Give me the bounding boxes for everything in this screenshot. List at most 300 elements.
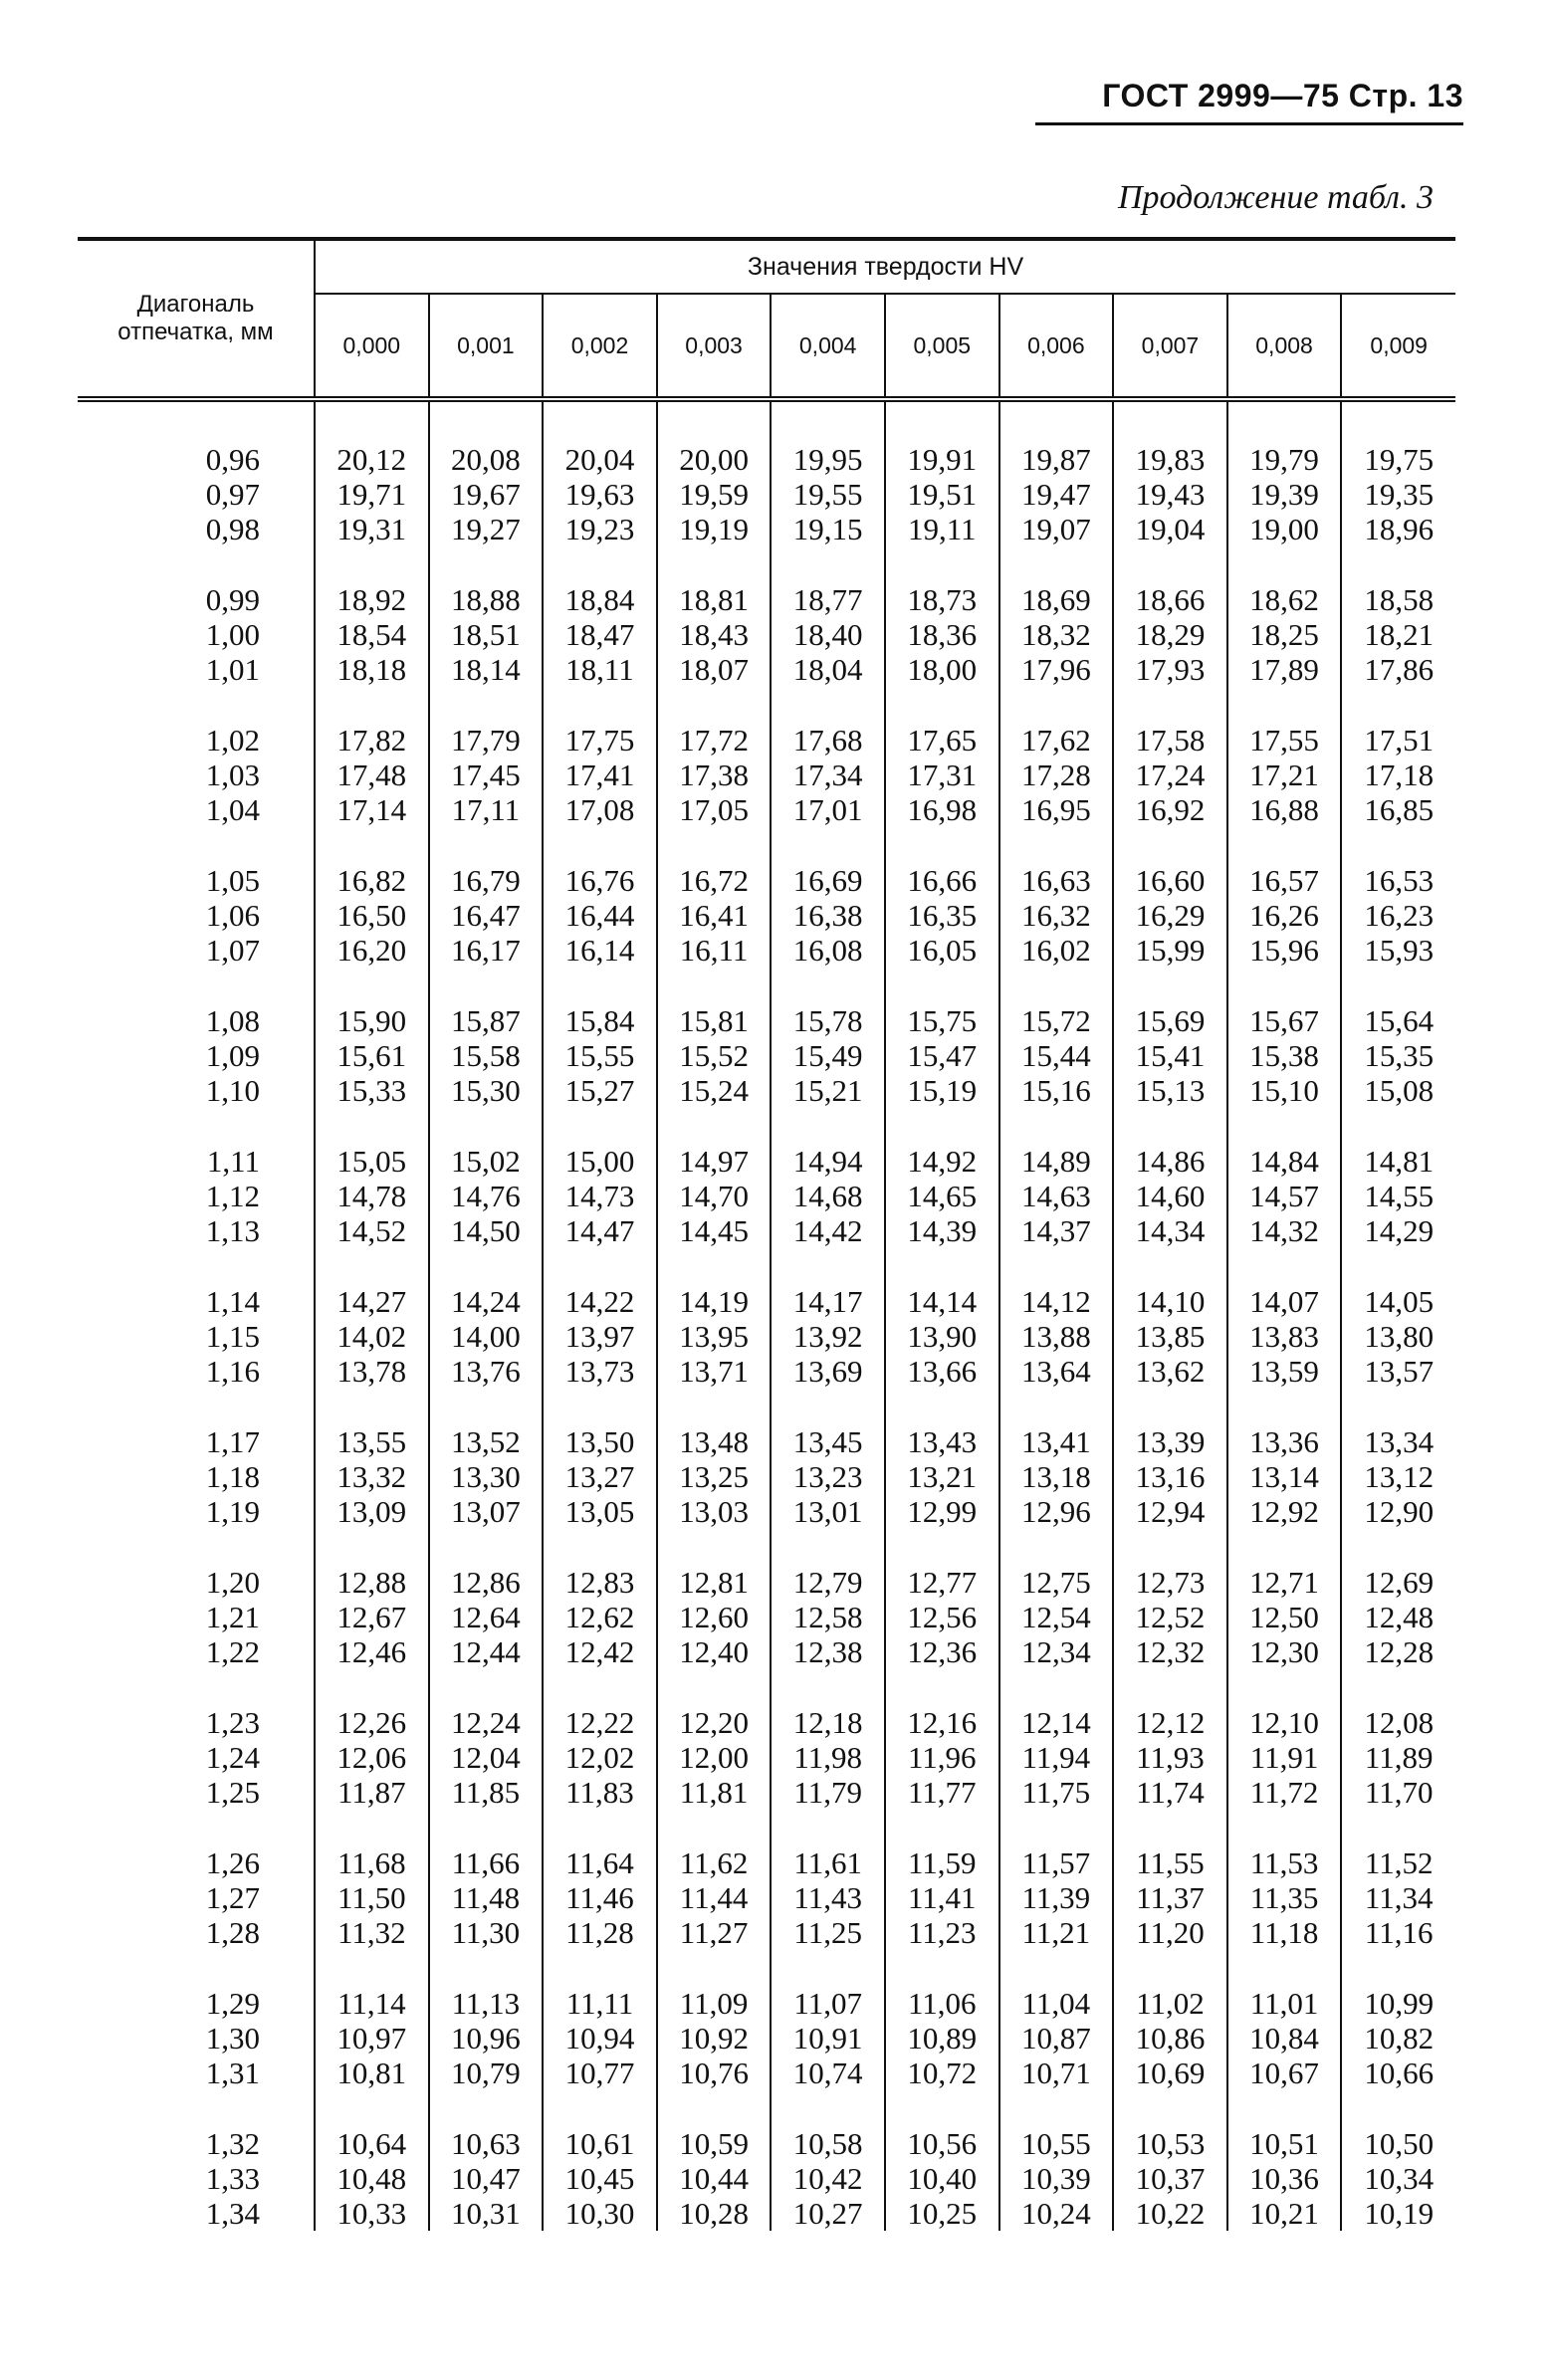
hardness-value-cell: 16,63 (999, 863, 1114, 898)
hardness-value-cell: 16,38 (771, 898, 885, 933)
hardness-value-cell: 12,04 (429, 1740, 544, 1775)
hardness-table (78, 237, 1455, 2231)
hardness-value-cell: 17,21 (1227, 757, 1342, 792)
hardness-value-cell: 16,82 (315, 863, 429, 898)
hardness-value-cell: 14,00 (429, 1319, 544, 1354)
hardness-value-cell: 17,14 (315, 792, 429, 827)
hardness-value-cell: 12,22 (543, 1705, 657, 1740)
table-row (78, 933, 1455, 968)
hardness-value-cell: 13,95 (657, 1319, 772, 1354)
hardness-value-cell: 12,26 (315, 1705, 429, 1740)
group-spacer (78, 1669, 1455, 1705)
hardness-value-cell: 10,51 (1227, 2126, 1342, 2161)
hardness-value-cell: 17,41 (543, 757, 657, 792)
hardness-value-cell: 11,25 (771, 1915, 885, 1950)
hardness-value-cell: 10,19 (1364, 2196, 1435, 2231)
hardness-value-cell: 15,99 (1113, 933, 1227, 968)
hardness-value-cell: 13,52 (429, 1424, 544, 1459)
hardness-value-cell: 13,97 (543, 1319, 657, 1354)
hardness-value-cell: 12,46 (315, 1634, 429, 1669)
hardness-value-cell: 10,30 (543, 2196, 657, 2231)
hardness-value-cell: 19,39 (1227, 477, 1342, 512)
hardness-value-cell: 11,07 (771, 1986, 885, 2021)
column-header: 0,004 (771, 294, 885, 399)
hardness-value-cell: 10,36 (1227, 2161, 1342, 2196)
hardness-value-cell: 16,57 (1227, 863, 1342, 898)
hardness-value-cell: 12,75 (999, 1565, 1114, 1600)
hardness-value-cell: 20,12 (315, 442, 429, 477)
diagonal-cell: 1,10 (78, 1073, 315, 1108)
hardness-value-cell: 12,77 (885, 1565, 999, 1600)
hardness-value-cell: 14,63 (999, 1179, 1114, 1213)
hardness-value-cell: 18,07 (657, 652, 772, 687)
hardness-value-cell: 13,83 (1227, 1319, 1342, 1354)
diagonal-cell: 1,03 (78, 757, 315, 792)
hardness-value-cell: 15,84 (543, 1003, 657, 1038)
hardness-value-cell: 18,36 (885, 617, 999, 652)
hardness-value-cell: 14,60 (1113, 1179, 1227, 1213)
hardness-value-cell: 10,64 (315, 2126, 429, 2161)
hardness-value-cell: 12,90 (1364, 1494, 1435, 1529)
diagonal-cell: 1,08 (78, 1003, 315, 1038)
hardness-value-cell: 13,64 (999, 1354, 1114, 1389)
diagonal-cell: 1,27 (78, 1880, 315, 1915)
diagonal-cell: 1,14 (78, 1284, 315, 1319)
hardness-value-cell: 11,94 (999, 1740, 1114, 1775)
diagonal-header: Диагональ отпечатка, мм (78, 239, 315, 399)
hardness-value-cell: 10,47 (429, 2161, 544, 2196)
hardness-value-cell: 13,12 (1364, 1459, 1435, 1494)
hardness-value-cell: 11,66 (429, 1845, 544, 1880)
hardness-value-cell: 10,37 (1113, 2161, 1227, 2196)
hardness-value-cell: 12,16 (885, 1705, 999, 1740)
hardness-value-cell: 18,92 (315, 582, 429, 617)
hardness-value-cell: 17,51 (1364, 723, 1435, 757)
hardness-value-cell: 19,79 (1227, 442, 1342, 477)
diagonal-cell: 1,29 (78, 1986, 315, 2021)
hardness-value-cell: 15,00 (543, 1144, 657, 1179)
hardness-value-cell: 11,37 (1113, 1880, 1227, 1915)
hardness-value-cell: 12,20 (657, 1705, 772, 1740)
hardness-value-cell: 17,31 (885, 757, 999, 792)
hardness-value-cell: 11,62 (657, 1845, 772, 1880)
hardness-value-cell: 18,51 (429, 617, 544, 652)
hardness-value-cell: 18,32 (999, 617, 1114, 652)
hardness-value-cell: 20,04 (543, 442, 657, 477)
hardness-value-cell: 13,27 (543, 1459, 657, 1494)
hardness-value-cell: 14,37 (999, 1213, 1114, 1248)
column-header: 0,007 (1113, 294, 1227, 399)
hardness-value-cell: 11,96 (885, 1740, 999, 1775)
hardness-value-cell: 11,09 (657, 1986, 772, 2021)
hardness-value-cell: 10,91 (771, 2021, 885, 2055)
group-spacer (78, 546, 1455, 582)
hardness-value-cell: 11,72 (1227, 1775, 1342, 1810)
hardness-value-cell: 10,21 (1227, 2196, 1342, 2231)
hardness-value-cell: 13,59 (1227, 1354, 1342, 1389)
hardness-value-cell: 15,49 (771, 1038, 885, 1073)
hardness-value-cell: 12,06 (315, 1740, 429, 1775)
hardness-value-cell: 12,52 (1113, 1600, 1227, 1634)
diagonal-cell: 1,07 (78, 933, 315, 968)
hardness-value-cell: 18,40 (771, 617, 885, 652)
diagonal-cell: 0,99 (78, 582, 315, 617)
hardness-value-cell: 11,85 (429, 1775, 544, 1810)
hardness-value-cell: 19,51 (885, 477, 999, 512)
diagonal-cell: 1,19 (78, 1494, 315, 1529)
diagonal-cell: 1,30 (78, 2021, 315, 2055)
hardness-value-cell: 16,32 (999, 898, 1114, 933)
hardness-value-cell: 11,11 (543, 1986, 657, 2021)
table-row (78, 792, 1455, 827)
table-row (78, 512, 1455, 546)
table-row (78, 442, 1455, 477)
diagonal-cell: 1,25 (78, 1775, 315, 1810)
hardness-value-cell: 12,48 (1364, 1600, 1435, 1634)
hardness-value-cell: 10,71 (999, 2055, 1114, 2090)
hardness-value-cell: 13,05 (543, 1494, 657, 1529)
hardness-value-cell: 13,21 (885, 1459, 999, 1494)
group-spacer (78, 687, 1455, 723)
hardness-value-cell: 14,55 (1364, 1179, 1435, 1213)
hardness-value-cell: 15,90 (315, 1003, 429, 1038)
hardness-value-cell: 19,27 (429, 512, 544, 546)
hardness-value-cell: 15,93 (1364, 933, 1435, 968)
hardness-value-cell: 14,07 (1227, 1284, 1342, 1319)
hardness-value-cell: 13,30 (429, 1459, 544, 1494)
hardness-value-cell: 19,15 (771, 512, 885, 546)
table-row (78, 1915, 1455, 1950)
hardness-value-cell: 15,35 (1364, 1038, 1435, 1073)
hardness-value-cell: 10,76 (657, 2055, 772, 2090)
table-row (78, 1144, 1455, 1179)
hardness-value-cell: 15,41 (1113, 1038, 1227, 1073)
hardness-value-cell: 14,22 (543, 1284, 657, 1319)
hardness-value-cell: 12,30 (1227, 1634, 1342, 1669)
hardness-value-cell: 12,79 (771, 1565, 885, 1600)
table-row (78, 2126, 1455, 2161)
hardness-value-cell: 10,92 (657, 2021, 772, 2055)
hardness-value-cell: 11,50 (315, 1880, 429, 1915)
hardness-value-cell: 16,23 (1364, 898, 1435, 933)
table-row (78, 1038, 1455, 1073)
table-row (78, 1494, 1455, 1529)
hardness-value-cell: 17,11 (429, 792, 544, 827)
hardness-value-cell: 12,71 (1227, 1565, 1342, 1600)
hardness-value-cell: 10,58 (771, 2126, 885, 2161)
hardness-value-cell: 13,80 (1364, 1319, 1435, 1354)
column-header: 0,001 (429, 294, 544, 399)
hardness-value-cell: 12,62 (543, 1600, 657, 1634)
diagonal-cell: 1,34 (78, 2196, 315, 2231)
table-row (78, 477, 1455, 512)
hardness-value-cell: 18,96 (1364, 512, 1435, 546)
hardness-value-cell: 17,34 (771, 757, 885, 792)
hardness-value-cell: 14,27 (315, 1284, 429, 1319)
hardness-value-cell: 13,45 (771, 1424, 885, 1459)
hardness-value-cell: 12,86 (429, 1565, 544, 1600)
hardness-value-cell: 18,84 (543, 582, 657, 617)
hardness-value-cell: 19,47 (999, 477, 1114, 512)
hardness-value-cell: 14,24 (429, 1284, 544, 1319)
hardness-value-cell: 19,71 (315, 477, 429, 512)
hardness-value-cell: 17,45 (429, 757, 544, 792)
hardness-value-cell: 14,47 (543, 1213, 657, 1248)
hardness-value-cell: 12,28 (1364, 1634, 1435, 1669)
column-header: 0,006 (999, 294, 1114, 399)
hardness-value-cell: 13,18 (999, 1459, 1114, 1494)
hardness-value-cell: 11,27 (657, 1915, 772, 1950)
hardness-value-cell: 11,13 (429, 1986, 544, 2021)
diagonal-cell: 1,16 (78, 1354, 315, 1389)
table-row (78, 617, 1455, 652)
hardness-value-cell: 18,29 (1113, 617, 1227, 652)
hardness-value-cell: 11,39 (999, 1880, 1114, 1915)
hardness-value-cell: 19,07 (999, 512, 1114, 546)
hardness-value-cell: 13,55 (315, 1424, 429, 1459)
hardness-value-cell: 15,67 (1227, 1003, 1342, 1038)
hardness-value-cell: 19,55 (771, 477, 885, 512)
header-rule (1035, 122, 1463, 125)
hardness-value-cell: 18,77 (771, 582, 885, 617)
diagonal-cell: 1,02 (78, 723, 315, 757)
hardness-value-cell: 19,67 (429, 477, 544, 512)
hardness-value-cell: 10,31 (429, 2196, 544, 2231)
hardness-value-cell: 17,24 (1113, 757, 1227, 792)
hardness-value-cell: 15,08 (1364, 1073, 1435, 1108)
hardness-value-cell: 10,48 (315, 2161, 429, 2196)
hardness-value-cell: 15,64 (1364, 1003, 1435, 1038)
hardness-value-cell: 12,96 (999, 1494, 1114, 1529)
hardness-value-cell: 17,68 (771, 723, 885, 757)
hardness-value-cell: 17,86 (1364, 652, 1435, 687)
hardness-value-cell: 10,99 (1364, 1986, 1435, 2021)
hardness-value-cell: 10,87 (999, 2021, 1114, 2055)
hardness-value-cell: 18,88 (429, 582, 544, 617)
hardness-value-cell: 14,45 (657, 1213, 772, 1248)
diagonal-cell: 1,09 (78, 1038, 315, 1073)
hardness-value-cell: 12,18 (771, 1705, 885, 1740)
hardness-value-cell: 16,76 (543, 863, 657, 898)
hardness-value-cell: 11,83 (543, 1775, 657, 1810)
hardness-value-cell: 17,82 (315, 723, 429, 757)
table-row (78, 1565, 1455, 1600)
hardness-value-cell: 10,97 (315, 2021, 429, 2055)
hardness-value-cell: 15,33 (315, 1073, 429, 1108)
hardness-value-cell: 15,16 (999, 1073, 1114, 1108)
hardness-value-cell: 14,84 (1227, 1144, 1342, 1179)
table-row (78, 1986, 1455, 2021)
hardness-value-cell: 17,58 (1113, 723, 1227, 757)
hardness-value-cell: 11,75 (999, 1775, 1114, 1810)
hardness-value-cell: 13,62 (1113, 1354, 1227, 1389)
table-row (78, 2161, 1455, 2196)
table-row (78, 2021, 1455, 2055)
diagonal-cell: 1,05 (78, 863, 315, 898)
hardness-value-cell: 16,95 (999, 792, 1114, 827)
hardness-value-cell: 14,32 (1227, 1213, 1342, 1248)
hardness-value-cell: 14,52 (315, 1213, 429, 1248)
hardness-value-cell: 10,33 (315, 2196, 429, 2231)
table-row (78, 1600, 1455, 1634)
hardness-value-cell: 15,61 (315, 1038, 429, 1073)
hardness-value-cell: 13,16 (1113, 1459, 1227, 1494)
hardness-value-cell: 15,87 (429, 1003, 544, 1038)
hardness-value-cell: 10,56 (885, 2126, 999, 2161)
diagonal-cell: 1,24 (78, 1740, 315, 1775)
hardness-value-cell: 10,22 (1113, 2196, 1227, 2231)
hardness-value-cell: 14,68 (771, 1179, 885, 1213)
hardness-value-cell: 10,44 (657, 2161, 772, 2196)
hardness-value-cell: 18,62 (1227, 582, 1342, 617)
group-spacer (78, 1950, 1455, 1986)
hardness-value-cell: 15,30 (429, 1073, 544, 1108)
column-header: 0,003 (657, 294, 772, 399)
hardness-value-cell: 12,73 (1113, 1565, 1227, 1600)
hardness-value-cell: 13,43 (885, 1424, 999, 1459)
hardness-value-cell: 18,18 (315, 652, 429, 687)
diagonal-cell: 1,26 (78, 1845, 315, 1880)
hardness-value-cell: 10,96 (429, 2021, 544, 2055)
column-header: 0,000 (315, 294, 429, 399)
hardness-value-cell: 10,86 (1113, 2021, 1227, 2055)
group-spacer (78, 1389, 1455, 1424)
hardness-value-cell: 11,30 (429, 1915, 544, 1950)
hardness-value-cell: 14,29 (1364, 1213, 1435, 1248)
hardness-value-cell: 18,54 (315, 617, 429, 652)
hardness-value-cell: 17,28 (999, 757, 1114, 792)
hardness-value-cell: 12,88 (315, 1565, 429, 1600)
diagonal-cell: 1,04 (78, 792, 315, 827)
hardness-value-cell: 16,60 (1113, 863, 1227, 898)
table-row (78, 652, 1455, 687)
hardness-value-cell: 15,10 (1227, 1073, 1342, 1108)
hardness-value-cell: 15,69 (1113, 1003, 1227, 1038)
hardness-value-cell: 11,87 (315, 1775, 429, 1810)
diagonal-cell: 1,17 (78, 1424, 315, 1459)
hardness-value-cell: 14,50 (429, 1213, 544, 1248)
hardness-value-cell: 15,38 (1227, 1038, 1342, 1073)
column-header: 0,002 (543, 294, 657, 399)
diagonal-cell: 1,22 (78, 1634, 315, 1669)
diagonal-cell: 0,96 (78, 442, 315, 477)
hardness-value-cell: 12,12 (1113, 1705, 1227, 1740)
diagonal-cell: 1,01 (78, 652, 315, 687)
hardness-value-cell: 11,44 (657, 1880, 772, 1915)
hardness-value-cell: 10,45 (543, 2161, 657, 2196)
hardness-value-cell: 18,81 (657, 582, 772, 617)
hardness-value-cell: 10,34 (1364, 2161, 1435, 2196)
hardness-value-cell: 13,50 (543, 1424, 657, 1459)
hardness-value-cell: 17,75 (543, 723, 657, 757)
hardness-value-cell: 11,23 (885, 1915, 999, 1950)
hardness-value-cell: 17,08 (543, 792, 657, 827)
hardness-value-cell: 11,70 (1364, 1775, 1434, 1810)
table-row (78, 2196, 1455, 2231)
hardness-value-cell: 11,74 (1113, 1775, 1227, 1810)
hardness-value-cell: 10,74 (771, 2055, 885, 2090)
hardness-value-cell: 13,71 (657, 1354, 772, 1389)
hardness-value-cell: 19,95 (771, 442, 885, 477)
hardness-value-cell: 11,32 (315, 1915, 429, 1950)
hardness-value-cell: 11,04 (999, 1986, 1114, 2021)
hardness-value-cell: 17,55 (1227, 723, 1342, 757)
hardness-value-cell: 15,52 (657, 1038, 772, 1073)
hardness-value-cell: 18,14 (429, 652, 544, 687)
hardness-value-cell: 11,55 (1113, 1845, 1227, 1880)
hardness-value-cell: 12,64 (429, 1600, 544, 1634)
table-row (78, 863, 1455, 898)
table-caption: Продолжение табл. 3 (1117, 179, 1434, 216)
hardness-value-cell: 10,77 (543, 2055, 657, 2090)
hardness-value-cell: 10,42 (771, 2161, 885, 2196)
hardness-value-cell: 12,50 (1227, 1600, 1342, 1634)
hardness-value-cell: 10,61 (543, 2126, 657, 2161)
hardness-value-cell: 13,76 (429, 1354, 544, 1389)
hardness-value-cell: 11,68 (315, 1845, 429, 1880)
hardness-value-cell: 15,47 (885, 1038, 999, 1073)
hardness-value-cell: 13,23 (771, 1459, 885, 1494)
hardness-value-cell: 10,53 (1113, 2126, 1227, 2161)
table-row (78, 1459, 1455, 1494)
hardness-value-cell: 12,60 (657, 1600, 772, 1634)
hardness-value-cell: 11,43 (771, 1880, 885, 1915)
hardness-value-cell: 16,29 (1113, 898, 1227, 933)
hardness-value-cell: 16,50 (315, 898, 429, 933)
group-spacer (78, 1810, 1455, 1845)
hardness-value-cell: 15,05 (315, 1144, 429, 1179)
hardness-value-cell: 12,02 (543, 1740, 657, 1775)
hardness-value-cell: 14,57 (1227, 1179, 1342, 1213)
hardness-value-cell: 17,89 (1227, 652, 1342, 687)
table-row (78, 1424, 1455, 1459)
table-row (78, 723, 1455, 757)
hardness-value-cell: 16,02 (999, 933, 1114, 968)
hardness-value-cell: 14,65 (885, 1179, 999, 1213)
hardness-value-cell: 12,40 (657, 1634, 772, 1669)
hardness-value-cell: 17,38 (657, 757, 772, 792)
hardness-value-cell: 12,42 (543, 1634, 657, 1669)
hardness-value-cell: 12,14 (999, 1705, 1114, 1740)
hardness-value-cell: 13,66 (885, 1354, 999, 1389)
hardness-value-cell: 12,54 (999, 1600, 1114, 1634)
hardness-value-cell: 10,55 (999, 2126, 1114, 2161)
hardness-value-cell: 14,05 (1364, 1284, 1435, 1319)
hardness-value-cell: 12,58 (771, 1600, 885, 1634)
hardness-value-cell: 10,84 (1227, 2021, 1342, 2055)
hardness-value-cell: 11,41 (885, 1880, 999, 1915)
hardness-value-cell: 12,69 (1364, 1565, 1435, 1600)
hardness-value-cell: 19,91 (885, 442, 999, 477)
hardness-value-cell: 11,28 (543, 1915, 657, 1950)
hardness-value-cell: 11,01 (1227, 1986, 1342, 2021)
table-row (78, 1775, 1455, 1810)
hardness-value-cell: 15,81 (657, 1003, 772, 1038)
hardness-value-cell: 17,96 (999, 652, 1114, 687)
hardness-value-cell: 16,05 (885, 933, 999, 968)
hardness-value-cell: 13,69 (771, 1354, 885, 1389)
hardness-value-cell: 14,73 (543, 1179, 657, 1213)
hardness-value-cell: 10,89 (885, 2021, 999, 2055)
hardness-value-cell: 16,20 (315, 933, 429, 968)
group-spacer (78, 968, 1455, 1003)
hardness-value-cell: 18,58 (1364, 582, 1435, 617)
table-row (78, 1319, 1455, 1354)
hardness-value-cell: 13,01 (771, 1494, 885, 1529)
hardness-value-cell: 12,38 (771, 1634, 885, 1669)
hardness-value-cell: 18,43 (657, 617, 772, 652)
hardness-value-cell: 10,25 (885, 2196, 999, 2231)
